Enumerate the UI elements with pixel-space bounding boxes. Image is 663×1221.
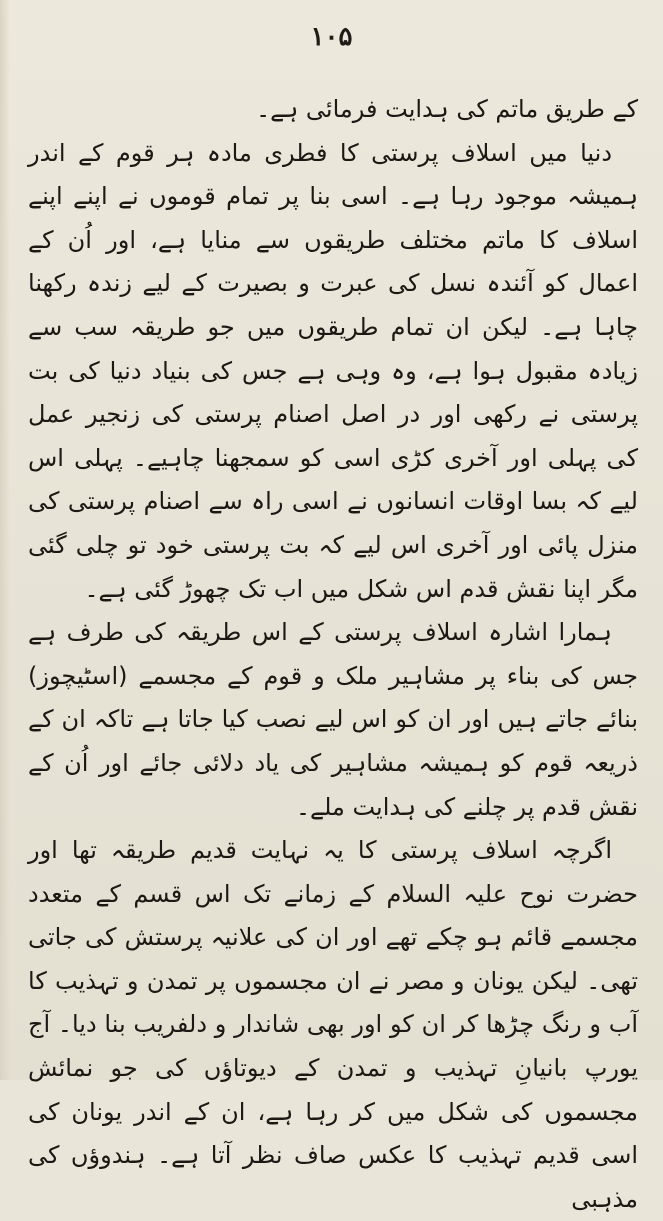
paragraph-4: اگرچہ اسلاف پرستی کا یہ نہایت قدیم طریقہ تھا اور حضرت نوح علیہ السلام کے زمانے تک اس قسم کے متعدد مجسمے قائم ہو چکے تھے اور ان کی علانیہ پرستش کی جاتی تھی۔ لیکن یونان و مصر نے ان مجسموں پر تمدن و تہذیب کا آب و رنگ چڑھا کر ان کو اور بھی شاندار و دلفریب بنا دیا۔ آج یورپ بانیانِ تہذیب و تمدن کے دیوتاؤں کی جو نمائش مجسموں کی شکل میں کر رہا ہے، ان کے اندر یونان کی اسی قدیم تہذیب کا عکس صاف نظر آتا ہے۔ ہندوؤں کی مذہبی (28, 836, 638, 1213)
page-body-text (28, 88, 638, 1221)
paragraph-1: کے طریق ماتم کی ہدایت فرمائی ہے۔ (256, 95, 638, 123)
page-number: ۱۰۵ (310, 22, 353, 52)
paragraph-3: ہمارا اشارہ اسلاف پرستی کے اس طریقہ کی طرف ہے جس کی بناء پر مشاہیر ملک و قوم کے مجسمے (اسٹیچوز) بنائے جاتے ہیں اور ان کو اس لیے نصب کیا جاتا ہے تاکہ ان کے ذریعہ قوم کو ہمیشہ مشاہیر کی یاد دلائی جائے اور اُن کے نقش قدم پر چلنے کی ہدایت ملے۔ (28, 618, 638, 821)
paragraph-2: دنیا میں اسلاف پرستی کا فطری مادہ ہر قوم کے اندر ہمیشہ موجود رہا ہے۔ اسی بنا پر تمام قوموں نے اپنے اپنے اسلاف کا ماتم مختلف طریقوں سے منایا ہے، اور اُن کے اعمال کو آئندہ نسل کی عبرت و بصیرت کے لیے زندہ رکھنا چاہا ہے۔ لیکن ان تمام طریقوں میں جو طریقہ سب سے زیادہ مقبول ہوا ہے، وہ وہی ہے جس کی بنیاد دنیا کی بت پرستی نے رکھی اور در اصل اصنام پرستی کی زنجیر عمل کی پہلی اور آخری کڑی اسی کو سمجھنا چاہیے۔ پہلی اس لیے کہ بسا اوقات انسانوں نے اسی راہ سے اصنام پرستی کی منزل پائی اور آخری اس لیے کہ بت پرستی خود تو چلی گئی مگر اپنا نقش قدم اس شکل میں اب تک چھوڑ گئی ہے۔ (28, 138, 638, 603)
